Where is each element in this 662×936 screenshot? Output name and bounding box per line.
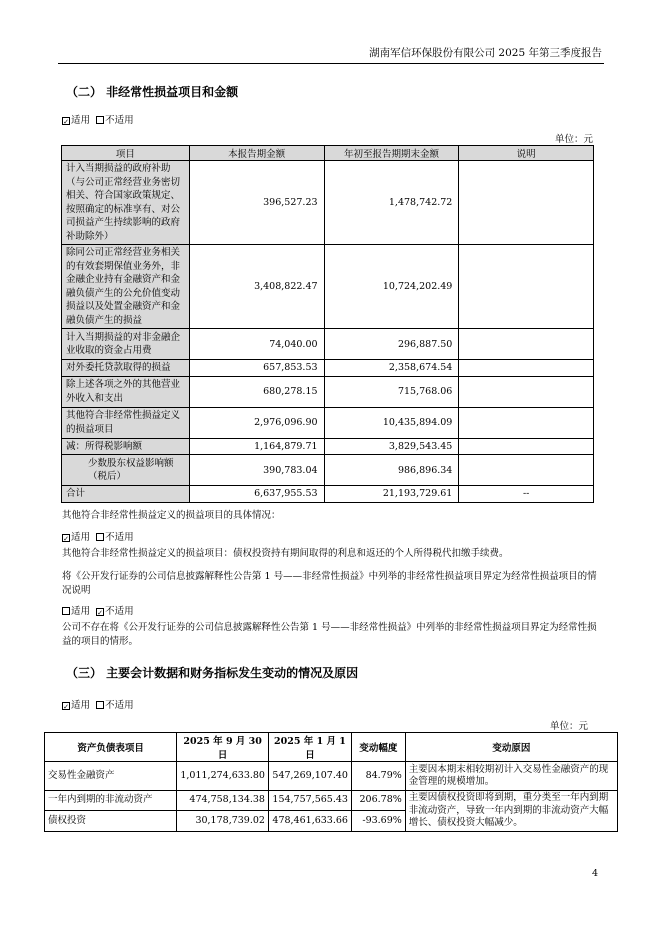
row-item: 减：所得税影响额: [62, 438, 190, 455]
checked-box-icon: ✓: [63, 535, 69, 543]
row-note: [459, 329, 594, 360]
section3-title: （三） 主要会计数据和财务指标发生变动的情况及原因: [66, 666, 359, 680]
col-header-change: 变动幅度: [351, 733, 405, 762]
row-ytd: 2,358,674.54: [324, 360, 459, 377]
other-items-heading: 其他符合非经常性损益定义的损益项目的具体情况：: [62, 510, 281, 521]
row-begin: 547,269,107.40: [268, 762, 351, 791]
applicable-label: 适用: [71, 700, 91, 711]
table-row: [62, 438, 594, 455]
row-item: 债权投资: [45, 811, 177, 831]
row-note: [459, 161, 594, 245]
col-header-item: 资产负债表项目: [45, 733, 177, 762]
table-row: [62, 455, 594, 486]
row-item: 其他符合非经常性损益定义的损益项目: [62, 407, 190, 438]
table-row: [62, 376, 594, 407]
row-end: 1,011,274,633.80: [177, 762, 269, 791]
row-current: 3,408,822.47: [189, 245, 324, 329]
unchecked-box-icon: [96, 533, 104, 541]
col-header-item: 项目: [62, 146, 190, 161]
row-end: 474,758,134.38: [177, 791, 269, 811]
row-ytd: 10,435,894.09: [324, 407, 459, 438]
table-row: [62, 407, 594, 438]
table-header-row: [62, 146, 594, 161]
row-note: [459, 455, 594, 486]
checked-box-icon: ✓: [63, 118, 69, 126]
table-row: [62, 360, 594, 377]
section2-title: （二） 非经常性损益项目和金额: [66, 85, 239, 99]
section3-unit: 单位：元: [549, 721, 588, 732]
row-item: 一年内到期的非流动资产: [45, 791, 177, 811]
row-note: [459, 438, 594, 455]
row-note: --: [459, 486, 594, 503]
not-applicable-label: 不适用: [105, 532, 134, 543]
row-end: 30,178,739.02: [177, 811, 269, 831]
row-item: 计入当期损益的对非金融企业收取的资金占用费: [62, 329, 190, 360]
balance-change-table: [44, 732, 618, 832]
reclass-heading: 将《公开发行证券的公司信息披露解释性公告第 1 号——非经常性损益》中列举的非经常性损益项目界定为经常性损益项目的情况说明: [62, 571, 597, 596]
row-current: 74,040.00: [189, 329, 324, 360]
col-header-end: 2025 年 9 月 30 日: [177, 733, 269, 762]
row-ytd: 986,896.34: [324, 455, 459, 486]
not-applicable-label: 不适用: [105, 700, 134, 711]
row-change: 206.78%: [351, 791, 405, 811]
col-header-current: 本报告期金额: [189, 146, 324, 161]
row-reason: 主要因债权投资即将到期，重分类至一年内到期非流动资产，导致一年内到期的非流动资产大幅增长、债权投资大幅减少。: [405, 791, 617, 832]
col-header-ytd: 年初至报告期期末金额: [324, 146, 459, 161]
row-note: [459, 245, 594, 329]
table-row: [45, 791, 618, 811]
row-current: 390,783.04: [189, 455, 324, 486]
row-change: -93.69%: [351, 811, 405, 831]
non-recurring-table: [61, 145, 594, 503]
header-divider: [58, 63, 604, 64]
row-ytd: 10,724,202.49: [324, 245, 459, 329]
table-header-row: [45, 733, 618, 762]
row-change: 84.79%: [351, 762, 405, 791]
applicable-label: 适用: [71, 606, 91, 617]
table-row: [62, 161, 594, 245]
row-item: 对外委托贷款取得的损益: [62, 360, 190, 377]
not-applicable-label: 不适用: [105, 606, 134, 617]
row-ytd: 21,193,729.61: [324, 486, 459, 503]
row-item: 交易性金融资产: [45, 762, 177, 791]
col-header-note: 说明: [459, 146, 594, 161]
unchecked-box-icon: [96, 701, 104, 709]
row-item: 除同公司正常经营业务相关的有效套期保值业务外，非金融企业持有金融资产和金融负债产生的公允价值变动损益以及处置金融资产和金融负债产生的损益: [62, 245, 190, 329]
row-item: 合计: [62, 486, 190, 503]
row-reason: 主要因本期末相较期初计入交易性金融资产的现金管理的规模增加。: [405, 762, 617, 791]
row-ytd: 3,829,543.45: [324, 438, 459, 455]
applicable-label: 适用: [71, 115, 91, 126]
table-row: [45, 762, 618, 791]
row-item: 除上述各项之外的其他营业外收入和支出: [62, 376, 190, 407]
reclass-text: 公司不存在将《公开发行证券的公司信息披露解释性公告第 1 号——非经常性损益》中列举的非经常性损益项目界定为经常性损益的项目的情形。: [62, 622, 597, 647]
row-current: 1,164,879.71: [189, 438, 324, 455]
section2-applicability: [62, 112, 134, 126]
row-current: 396,527.23: [189, 161, 324, 245]
row-ytd: 296,887.50: [324, 329, 459, 360]
other-items-applicability: [62, 529, 134, 543]
row-ytd: 715,768.06: [324, 376, 459, 407]
report-header: 湖南军信环保股份有限公司 2025 年第三季度报告: [369, 47, 602, 59]
not-applicable-label: 不适用: [105, 115, 134, 126]
checked-box-icon: ✓: [97, 609, 103, 617]
row-item: 计入当期损益的政府补助（与公司正常经营业务密切相关、符合国家政策规定、按照确定的标准享有、对公司损益产生持续影响的政府补助除外）: [62, 161, 190, 245]
checked-box-icon: ✓: [63, 703, 69, 711]
row-current: 6,637,955.53: [189, 486, 324, 503]
section2-unit: 单位：元: [554, 134, 593, 145]
unchecked-box-icon: [96, 116, 104, 124]
row-item: 少数股东权益影响额（税后）: [62, 455, 190, 486]
table-row: [62, 329, 594, 360]
page-number: 4: [592, 868, 599, 879]
row-note: [459, 407, 594, 438]
row-begin: 154,757,565.43: [268, 791, 351, 811]
row-ytd: 1,478,742.72: [324, 161, 459, 245]
row-note: [459, 376, 594, 407]
col-header-reason: 变动原因: [405, 733, 617, 762]
col-header-begin: 2025 年 1 月 1 日: [268, 733, 351, 762]
row-current: 680,278.15: [189, 376, 324, 407]
table-row-total: [62, 486, 594, 503]
section3-applicability: [62, 697, 134, 711]
row-current: 657,853.53: [189, 360, 324, 377]
row-current: 2,976,096.90: [189, 407, 324, 438]
unchecked-box-icon: [62, 607, 70, 615]
other-items-text: 其他符合非经常性损益定义的损益项目：债权投资持有期间取得的利息和返还的个人所得税代扣缴手续费。: [62, 548, 509, 559]
row-note: [459, 360, 594, 377]
reclass-applicability: [62, 603, 134, 617]
applicable-label: 适用: [71, 532, 91, 543]
row-begin: 478,461,633.66: [268, 811, 351, 831]
table-row: [62, 245, 594, 329]
